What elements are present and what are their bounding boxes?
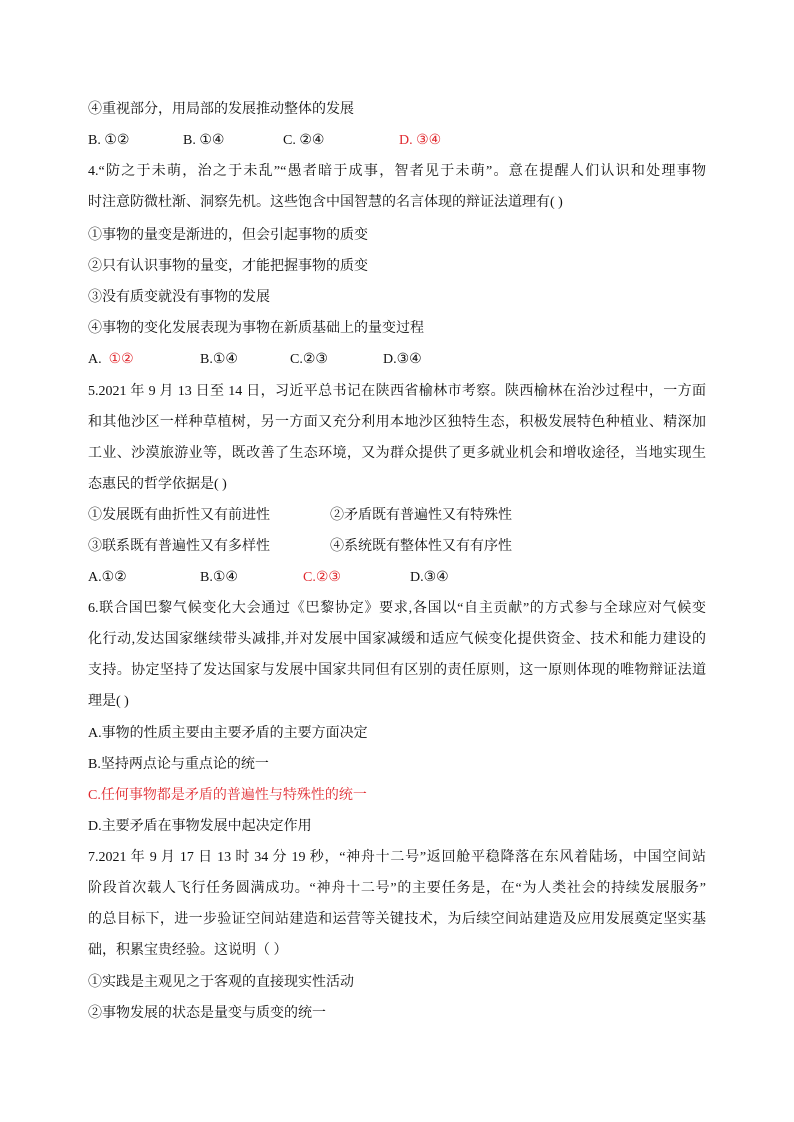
statement: ①发展既有曲折性又有前进性 (88, 508, 270, 523)
options-row (88, 349, 706, 371)
question-stem: 阶段首次载人飞行任务圆满成功。“神舟十二号”的主要任务是，在“为人类社会的持续发展服务” (88, 881, 706, 896)
choice: A.事物的性质主要由主要矛盾的主要方面决定 (88, 726, 368, 741)
option-answer: D. ③④ (399, 133, 442, 148)
option: B.①④ (200, 352, 238, 367)
option: C. ②④ (283, 133, 325, 148)
statements-row (88, 536, 706, 558)
statement: ②事物发展的状态是量变与质变的统一 (88, 1006, 326, 1021)
option-answer: C.②③ (303, 570, 341, 585)
question-stem: 的总目标下，进一步验证空间站建造和运营等关键技术，为后续空间站建造及应用发展奠定坚实基 (88, 912, 706, 927)
statement: ①事物的量变是渐进的，但会引起事物的质变 (88, 228, 368, 243)
statement: ③没有质变就没有事物的发展 (88, 290, 270, 305)
choice-answer: C.任何事物都是矛盾的普遍性与特殊性的统一 (88, 788, 367, 803)
question-stem: 和其他沙区一样种草植树，另一方面又充分利用本地沙区独特生态，积极发展特色种植业、精深加 (88, 415, 706, 430)
question-stem: 础，积累宝贵经验。这说明（ ） (88, 943, 288, 958)
option-answer: A. ①② (88, 352, 134, 367)
question-stem: 4.“防之于未萌，治之于未乱”“愚者暗于成事，智者见于未萌”。意在提醒人们认识和处理事物 (88, 164, 706, 179)
statement: ②矛盾既有普遍性又有特殊性 (330, 508, 512, 523)
question-stem: 理是( ) (88, 694, 129, 709)
options-row (88, 567, 706, 589)
question-stem: 时注意防微杜渐、洞察先机。这些饱含中国智慧的名言体现的辩证法道理有( ) (88, 195, 563, 210)
option: B.①④ (200, 570, 238, 585)
option: B. ①② (88, 133, 130, 148)
option: B. ①④ (183, 133, 225, 148)
option: D.③④ (383, 352, 422, 367)
question-stem: 7.2021 年 9 月 17 日 13 时 34 分 19 秒，“神舟十二号”返回舱平稳降落在东风着陆场，中国空间站 (88, 850, 706, 865)
question-stem: 5.2021 年 9 月 13 日至 14 日，习近平总书记在陕西省榆林市考察。陕西榆林在治沙过程中，一方面 (88, 384, 706, 399)
choice: B.坚持两点论与重点论的统一 (88, 757, 269, 772)
question-stem: 工业、沙漠旅游业等，既改善了生态环境，又为群众提供了更多就业机会和增收途径，当地实现生 (88, 446, 706, 461)
statement: ④系统既有整体性又有有序性 (330, 539, 512, 554)
choice: D.主要矛盾在事物发展中起决定作用 (88, 819, 312, 834)
statement: ③联系既有普遍性又有多样性 (88, 539, 270, 554)
option: C.②③ (290, 352, 328, 367)
option: D.③④ (410, 570, 449, 585)
statement: ②只有认识事物的量变，才能把握事物的质变 (88, 259, 368, 274)
option: A.①② (88, 570, 127, 585)
statement: ④事物的变化发展表现为事物在新质基础上的量变过程 (88, 321, 424, 336)
statements-row (88, 505, 706, 527)
question-stem: 6.联合国巴黎气候变化大会通过《巴黎协定》要求,各国以“自主贡献”的方式参与全球应对气候变 (88, 601, 706, 616)
question-stem: 化行动,发达国家继续带头减排,并对发展中国家减缓和适应气候变化提供资金、技术和能力建设的 (88, 632, 706, 647)
question-stem: 支持。协定坚持了发达国家与发展中国家共同但有区别的责任原则，这一原则体现的唯物辩证法道 (88, 663, 706, 678)
options-row (88, 130, 706, 152)
statement-4: ④重视部分，用局部的发展推动整体的发展 (88, 102, 354, 117)
question-stem: 态惠民的哲学依据是( ) (88, 477, 227, 492)
statement: ①实践是主观见之于客观的直接现实性活动 (88, 975, 354, 990)
